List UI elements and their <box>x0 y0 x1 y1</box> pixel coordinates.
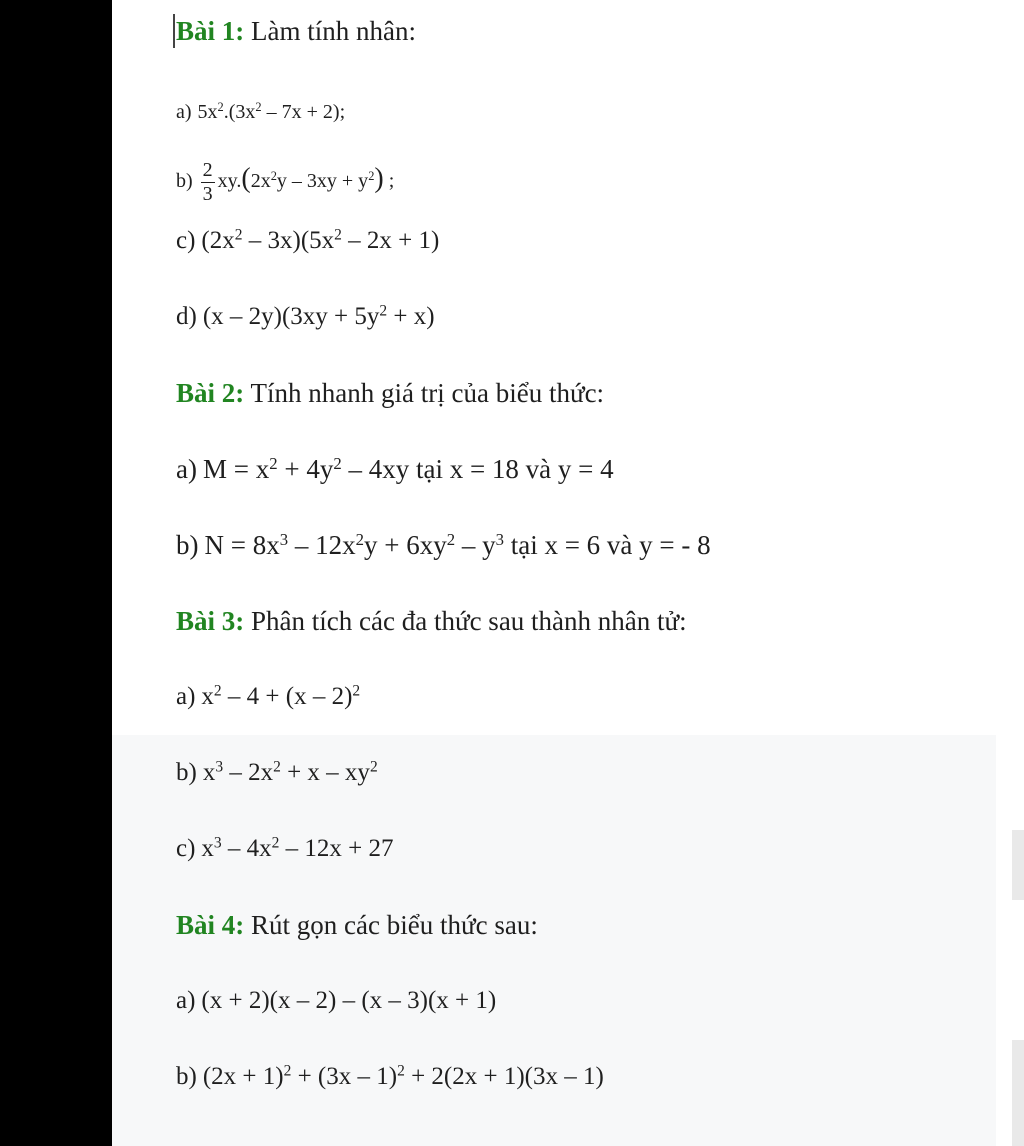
item-label: a) <box>176 987 196 1014</box>
exercise-4-heading <box>176 912 538 939</box>
exercise-3b <box>176 760 378 785</box>
exercise-2a <box>176 453 614 484</box>
exercise-1-number: Bài 1: <box>176 16 245 46</box>
exercise-1c <box>176 228 439 253</box>
item-expression: $5x^2.(3x^2 - 7x + 2)$; <box>197 100 346 123</box>
item-label: b) <box>176 170 193 193</box>
exercise-3-title: Phân tích các đa thức sau thành nhân tử: <box>244 606 687 636</box>
exercise-4a <box>176 988 496 1013</box>
item-expression: $x^3 - 4x^2 - 12x + 27$ <box>201 834 394 862</box>
item-label: a) <box>176 683 196 710</box>
item-label: c) <box>176 835 196 862</box>
exercise-3-number: Bài 3: <box>176 606 245 636</box>
item-expression: $N = 8x^3 - 12x^2y + 6xy^2 - y^3$ tại x = 6 và y = - 8 <box>204 529 711 560</box>
fraction-denominator: 3 <box>202 183 213 205</box>
edge-strip <box>1012 830 1024 900</box>
exercise-1d <box>176 304 435 329</box>
item-expression: $(2x^2 - 3x)(5x^2 - 2x + 1)$ <box>201 226 440 254</box>
item-label: c) <box>176 227 196 254</box>
item-expression: $(x - 2y)(3xy + 5y^2 + x)$ <box>202 302 435 330</box>
exercise-3a <box>176 684 360 709</box>
exercise-3-heading <box>176 608 687 635</box>
exercise-2-heading <box>176 380 604 407</box>
edge-strip <box>1012 1040 1024 1146</box>
item-expression: $M = x^2 + 4y^2 - 4xy$ tại x = 18 và y = 4 <box>202 453 614 484</box>
exercise-3c <box>176 836 394 861</box>
fraction <box>201 160 215 205</box>
item-label: d) <box>176 303 197 330</box>
item-expression: $xy.(2x^2y - 3xy + y^2)$ ; <box>217 163 395 195</box>
exercise-1-heading <box>176 18 416 45</box>
item-label: a) <box>176 454 197 484</box>
exercise-1b <box>176 160 394 205</box>
exercise-1a <box>176 102 345 122</box>
item-label: b) <box>176 1063 197 1090</box>
item-expression: $(2x + 1)^2 + (3x - 1)^2 + 2(2x + 1)(3x - 1)$ <box>202 1062 604 1090</box>
text-cursor <box>173 14 175 48</box>
item-label: b) <box>176 530 199 560</box>
exercise-2-title: Tính nhanh giá trị của biểu thức: <box>244 378 605 408</box>
exercise-2b <box>176 529 711 560</box>
fraction-numerator: 2 <box>202 159 213 181</box>
item-expression: $x^2 - 4 + (x - 2)^2$ <box>201 682 361 710</box>
item-label: b) <box>176 759 197 786</box>
exercise-1-title: Làm tính nhân: <box>244 16 416 46</box>
item-label: a) <box>176 101 192 123</box>
exercise-4-title: Rút gọn các biểu thức sau: <box>244 910 538 940</box>
item-expression: (x + 2)(x – 2) – (x – 3)(x + 1) <box>201 987 497 1014</box>
item-expression: $x^3 - 2x^2 + x - xy^2$ <box>202 758 378 786</box>
exercise-2-number: Bài 2: <box>176 378 245 408</box>
exercise-4-number: Bài 4: <box>176 910 245 940</box>
exercise-4b <box>176 1064 604 1089</box>
